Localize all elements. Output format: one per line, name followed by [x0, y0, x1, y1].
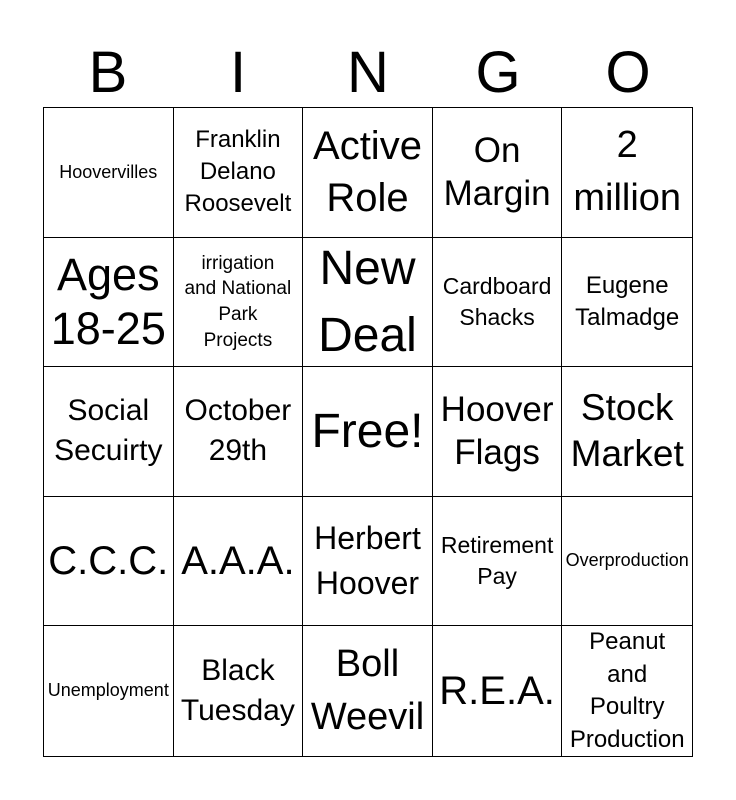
bingo-cell-r4c2[interactable]: [174, 497, 304, 627]
header-letter-g: G: [475, 40, 521, 105]
cell-text: Franklin Delano Roosevelt: [184, 125, 292, 218]
bingo-cell-r4c4[interactable]: [433, 497, 563, 627]
cell-text: Herbert Hoover: [314, 520, 421, 602]
cell-text: Hoovervilles: [59, 161, 158, 182]
cell-text: irrigation and National Park Projects: [184, 252, 292, 351]
bingo-cell-r5c2[interactable]: [174, 626, 304, 756]
cell-text: October 29th: [184, 393, 292, 468]
bingo-cell-r3c1[interactable]: [44, 367, 174, 497]
cell-text: New Deal: [318, 241, 417, 362]
bingo-header: [43, 38, 693, 108]
bingo-cell-r1c5[interactable]: [562, 108, 692, 238]
cell-text: Boll Weevil: [310, 643, 425, 739]
free-space-label: Free!: [311, 404, 424, 458]
bingo-cell-free[interactable]: [303, 367, 433, 497]
header-letter-i: I: [229, 40, 247, 105]
bingo-cell-r5c3[interactable]: [303, 626, 433, 756]
cell-text: Eugene Talmadge: [575, 271, 680, 331]
bingo-cell-r1c1[interactable]: [44, 108, 174, 238]
bingo-cell-r4c3[interactable]: [303, 497, 433, 627]
bingo-cell-r1c3[interactable]: [303, 108, 433, 238]
bingo-cell-r5c5[interactable]: [562, 626, 692, 756]
cell-text: Social Secuirty: [54, 393, 163, 468]
header-letter-n: N: [347, 40, 389, 105]
cell-text: Peanut and Poultry Production: [569, 628, 685, 753]
bingo-cell-r3c5[interactable]: [562, 367, 692, 497]
cell-text: Cardboard Shacks: [442, 272, 552, 330]
header-letter-o: O: [605, 40, 651, 105]
cell-text: A.A.A.: [181, 539, 295, 584]
bingo-board: [43, 107, 693, 757]
cell-text: Stock Market: [570, 387, 684, 475]
cell-text: C.C.C.: [48, 539, 169, 584]
cell-text: 2 million: [573, 124, 682, 220]
cell-text: On Margin: [443, 130, 551, 214]
bingo-cell-r2c1[interactable]: [44, 238, 174, 368]
cell-text: Unemployment: [47, 680, 169, 701]
bingo-cell-r5c1[interactable]: [44, 626, 174, 756]
bingo-cell-r2c3[interactable]: [303, 238, 433, 368]
cell-text: Black Tuesday: [180, 653, 295, 728]
bingo-cell-r1c4[interactable]: [433, 108, 563, 238]
cell-text: Active Role: [313, 124, 422, 221]
bingo-cell-r3c2[interactable]: [174, 367, 304, 497]
bingo-cell-r1c2[interactable]: [174, 108, 304, 238]
cell-text: R.E.A.: [439, 669, 555, 714]
bingo-cell-r2c4[interactable]: [433, 238, 563, 368]
bingo-cell-r2c5[interactable]: [562, 238, 692, 368]
header-letter-b: B: [88, 40, 128, 105]
cell-text: Hoover Flags: [440, 389, 554, 473]
bingo-cell-r2c2[interactable]: [174, 238, 304, 368]
bingo-cell-r5c4[interactable]: [433, 626, 563, 756]
bingo-cell-r4c5[interactable]: [562, 497, 692, 627]
cell-text: Retirement Pay: [440, 532, 554, 590]
bingo-cell-r3c4[interactable]: [433, 367, 563, 497]
bingo-cell-r4c1[interactable]: [44, 497, 174, 627]
cell-text: Ages 18-25: [50, 248, 166, 354]
cell-text: Overproduction: [565, 550, 689, 571]
